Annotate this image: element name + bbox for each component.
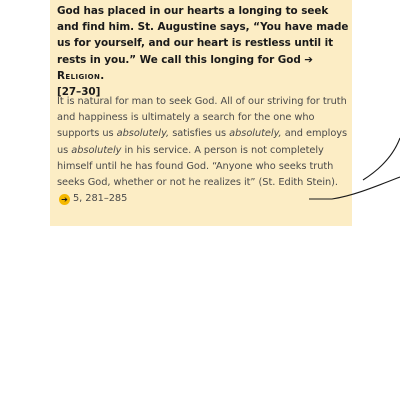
lead-text: God has placed in our hearts a longing to seek and find him. St. Augustine says, “You have made us for yourself, and our heart is restless until it rests in you.” We call this longing for God [57,5,349,66]
body-text-2: satisfies us [169,128,230,140]
lead-term-end: . [100,69,105,82]
emphasis-3: absolutely [71,144,122,156]
lead-references: [27–30] [57,86,101,99]
body-text-3: and employs us [57,128,348,156]
page-references: 5, 281–285 [73,193,128,205]
pointer-curve-upper [363,138,400,180]
glossary-term-link[interactable]: Religion [57,69,101,82]
pointer-curve [309,177,400,199]
body-text-4: in his service. A person is not completely himself until he has found God. “Anyone who seeks truth seeks God, whether or not he realizes it” (St. Edith Stein). [57,144,338,189]
body-text-1: It is natural for man to seek God. All of our striving for truth and happiness is ultimately a search for the one who supports us [57,96,347,140]
page-reference-arrow-icon: ➔ [59,194,70,205]
emphasis-1: absolutely, [116,128,170,140]
cross-reference-arrow-icon: ➔ [304,53,313,66]
emphasis-2: absolutely, [229,128,282,140]
